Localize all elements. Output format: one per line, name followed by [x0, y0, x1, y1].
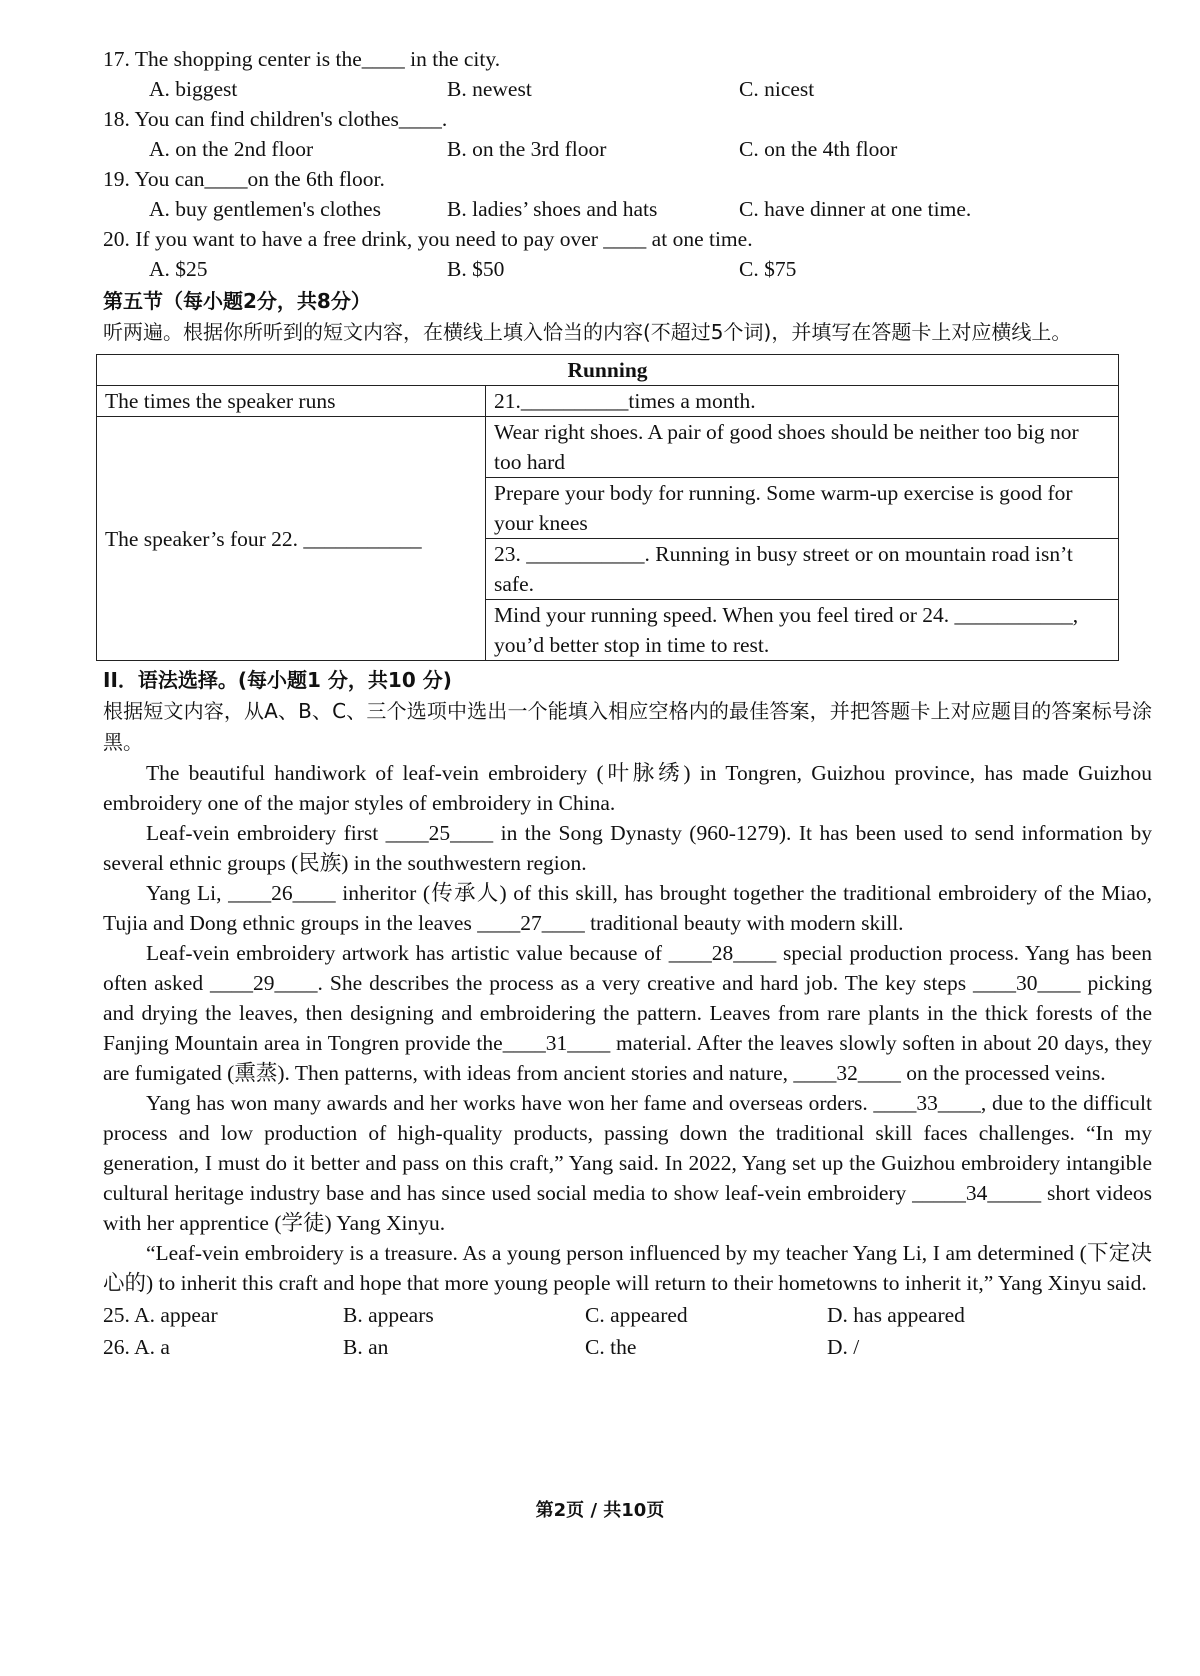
option-d: D. /	[827, 1335, 860, 1359]
page-number: 第2页 / 共10页	[535, 1500, 665, 1521]
grammar-instruction: 根据短文内容，从A、B、C、三个选项中选出一个能填入相应空格内的最佳答案，并把答题卡上对应题目的答案标号涂黑。	[103, 699, 1152, 754]
option-a: 26. A. a	[103, 1335, 170, 1359]
tip-cell: Prepare your body for running. Some warm-up exercise is good for your knees	[486, 478, 1119, 539]
option-c: C. have dinner at one time.	[739, 197, 972, 221]
option-a: A. $25	[149, 257, 208, 281]
option-b: B. an	[343, 1335, 389, 1359]
listening-question-17	[103, 44, 1152, 104]
option-c: C. nicest	[739, 77, 815, 101]
option-row	[149, 194, 1152, 224]
grammar-section-title: II．语法选择。(每小题1 分，共10 分)	[103, 668, 452, 692]
passage-paragraph: “Leaf-vein embroidery is a treasure. As a young person influenced by my teacher Yang Li, I am determined (下定决心的) to inherit this craft and hope that more young people will return to their hometowns to inherit it,” Yang Xinyu said.	[103, 1241, 1152, 1295]
option-row	[149, 254, 1152, 284]
passage-paragraph: Yang has won many awards and her works have won her fame and overseas orders. ____33____, due to the difficult process and low production of high-quality products, passing down the traditional skill faces challenges. “In my generation, I must do it better and pass on this craft,” Yang said. In 2022, Yang set up the Guizhou embroidery intangible cultural heritage industry base and has since used social media to show leaf-vein embroidery _____34_____ short videos with her apprentice (学徒) Yang Xinyu.	[103, 1091, 1152, 1235]
question-stem: 20. If you want to have a free drink, you need to pay over ____ at one time.	[103, 227, 753, 251]
table-row-label: The times the speaker runs	[97, 386, 486, 417]
option-b: B. on the 3rd floor	[447, 137, 607, 161]
question-stem: 19. You can____on the 6th floor.	[103, 167, 385, 191]
section-five-title: 第五节（每小题2分，共8分）	[103, 289, 371, 313]
question-stem: 17. The shopping center is the____ in the city.	[103, 47, 501, 71]
option-b: B. newest	[447, 77, 532, 101]
option-c: C. the	[585, 1335, 637, 1359]
grammar-options-25	[103, 1300, 1152, 1330]
option-b: B. $50	[447, 257, 505, 281]
option-b: B. appears	[343, 1303, 434, 1327]
option-row	[149, 134, 1152, 164]
tip-cell: Wear right shoes. A pair of good shoes should be neither too big nor too hard	[486, 417, 1119, 478]
table-row-label: The speaker’s four 22. ___________	[97, 417, 486, 661]
option-a: A. biggest	[149, 77, 238, 101]
option-d: D. has appeared	[827, 1303, 965, 1327]
blank-21-cell: 21.__________times a month.	[486, 386, 1119, 417]
passage-paragraph: The beautiful handiwork of leaf-vein embroidery (叶脉绣) in Tongren, Guizhou province, has made Guizhou embroidery one of the major styles of embroidery in China.	[103, 761, 1152, 815]
option-row	[149, 74, 1152, 104]
section-five-instruction: 听两遍。根据你所听到的短文内容，在横线上填入恰当的内容(不超过5个词)，并填写在答题卡上对应横线上。	[103, 320, 1072, 344]
option-c: C. $75	[739, 257, 797, 281]
passage-paragraph: Leaf-vein embroidery first ____25____ in the Song Dynasty (960-1279). It has been used to send information by several ethnic groups (民族) in the southwestern region.	[103, 821, 1152, 875]
grammar-options-26	[103, 1332, 1152, 1362]
passage-paragraph: Leaf-vein embroidery artwork has artistic value because of ____28____ special production process. Yang has been often asked ____29____. She describes the process as a very creative and hard job. The key steps ____30____ picking and drying the leaves, then designing and embroidering the pattern. Leaves from rare plants in the thick forests of the Fanjing Mountain area in Tongren provide the____31____ material. After the leaves slowly soften in about 20 days, they are fumigated (熏蒸). Then patterns, with ideas from ancient stories and nature, ____32____ on the processed veins.	[103, 941, 1152, 1085]
running-table	[96, 354, 1119, 661]
option-a: A. buy gentlemen's clothes	[149, 197, 381, 221]
table-header: Running	[97, 355, 1119, 386]
option-c: C. appeared	[585, 1303, 688, 1327]
option-a: 25. A. appear	[103, 1303, 218, 1327]
listening-question-19	[103, 164, 1152, 224]
listening-question-20	[103, 224, 1152, 284]
blank-23-cell: 23. ___________. Running in busy street or on mountain road isn’t safe.	[486, 539, 1119, 600]
blank-24-cell: Mind your running speed. When you feel tired or 24. ___________, you’d better stop in time to rest.	[486, 600, 1119, 661]
question-stem: 18. You can find children's clothes____.	[103, 107, 448, 131]
listening-question-18	[103, 104, 1152, 164]
passage-paragraph: Yang Li, ____26____ inheritor (传承人) of this skill, has brought together the traditional embroidery of the Miao, Tujia and Dong ethnic groups in the leaves ____27____ traditional beauty with modern skill.	[103, 881, 1152, 935]
option-b: B. ladies’ shoes and hats	[447, 197, 658, 221]
option-c: C. on the 4th floor	[739, 137, 898, 161]
option-a: A. on the 2nd floor	[149, 137, 314, 161]
